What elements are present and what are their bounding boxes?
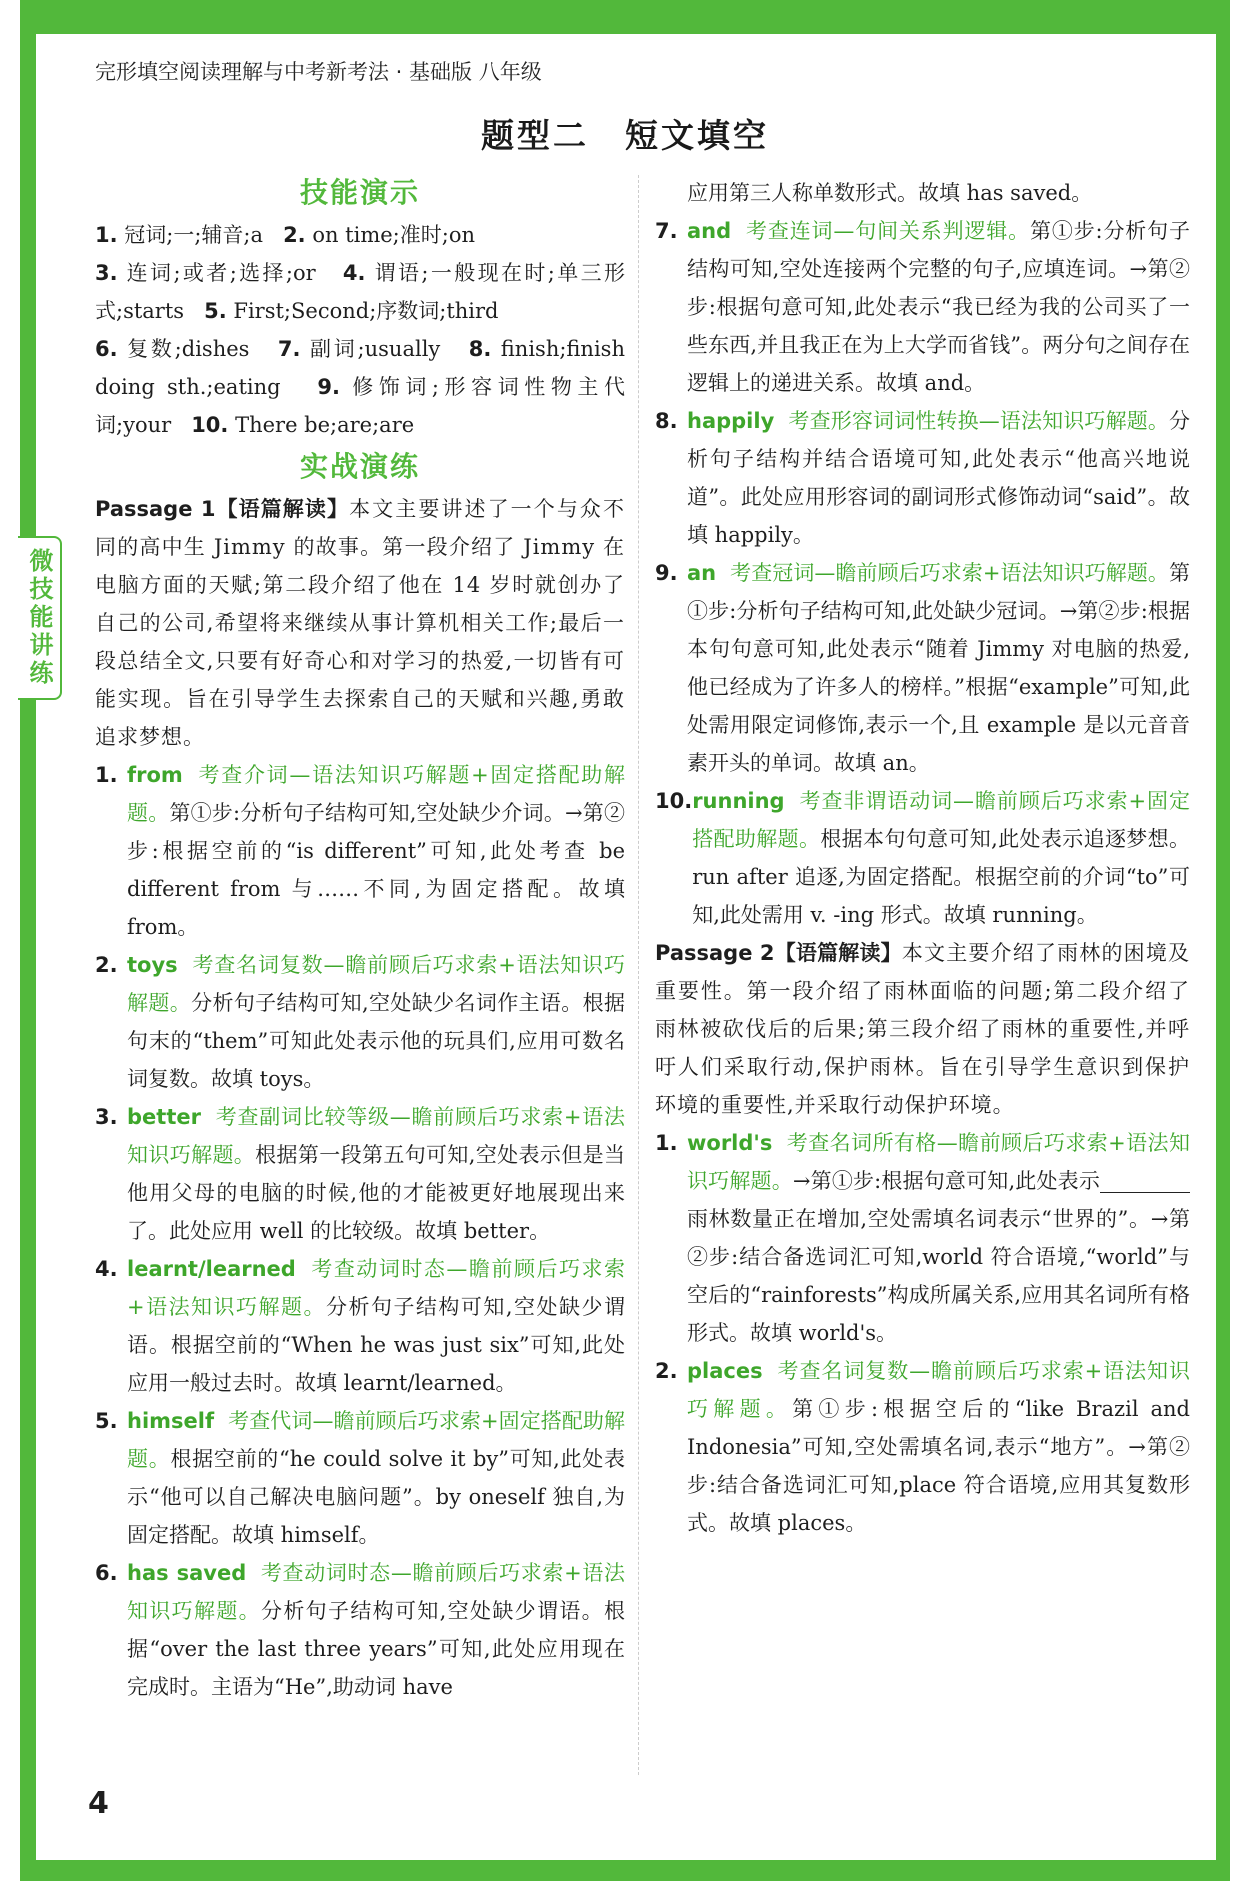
skills-answers — [95, 216, 625, 444]
item-tag: 考查动词时态—瞻前顾后巧求索+语法知识巧解题。 — [127, 1257, 625, 1319]
answer-item — [95, 1098, 625, 1250]
skill-num: 9. — [317, 375, 340, 399]
green-frame-right — [1216, 20, 1230, 1866]
item-num: 7. — [655, 219, 678, 243]
item-body: 分析句子结构并结合语境可知,此处表示“他高兴地说道”。此处应用形容词的副词形式修饰动词“said”。故填 happily。 — [687, 409, 1190, 547]
skill-num: 5. — [204, 299, 227, 323]
continued-text: 应用第三人称单数形式。故填 has saved。 — [687, 181, 1093, 205]
skill-num: 10. — [191, 413, 229, 437]
item-answer: running — [692, 789, 785, 813]
right-column — [655, 174, 1190, 1542]
skills-heading: 技能演示 — [299, 176, 420, 209]
practice-heading: 实战演练 — [299, 450, 420, 483]
item-body: 第①步:分析句子结构可知,空处缺少介词。→第②步:根据空前的“is different”可知,此处考查 be different from 与……不同,为固定搭配。故填 from。 — [127, 801, 625, 939]
skill-num: 3. — [95, 261, 118, 285]
item-num: 1. — [655, 1131, 678, 1155]
answer-item — [95, 1554, 625, 1706]
item-body: 根据空前的“he could solve it by”可知,此处表示“他可以自己解决电脑问题”。by oneself 独自,为固定搭配。故填 himself。 — [127, 1447, 625, 1547]
item-num: 2. — [655, 1359, 678, 1383]
side-tab: 微技能讲练 — [18, 536, 62, 700]
skill-text: 连词;或者;选择;or — [126, 261, 316, 285]
skill-text: 副词;usually — [309, 337, 441, 361]
item-tag: 考查形容词词性转换—语法知识巧解题。 — [788, 409, 1169, 433]
item-body: 第①步:根据空后的“like Brazil and Indonesia”可知,空处需填名词,表示“地方”。→第②步:结合备选词汇可知,place 符合语境,应用其复数形式。故填 places。 — [687, 1397, 1190, 1535]
answer-item — [655, 1352, 1190, 1542]
item-body: 第①步:分析句子结构可知,空处连接两个完整的句子,应填连词。→第②步:根据句意可知,此处表示“我已经为我的公司买了一些东西,并且我正在为上大学而省钱”。两分句之间存在逻辑上的递进关系。故填 and。 — [687, 219, 1190, 395]
green-frame-top — [20, 0, 1230, 34]
item-num: 5. — [95, 1409, 118, 1433]
item-tag: 考查动词时态—瞻前顾后巧求索+语法知识巧解题。 — [127, 1561, 625, 1623]
answer-item — [655, 402, 1190, 554]
answer-item — [655, 782, 1190, 934]
green-frame-left — [20, 0, 36, 1866]
item-answer: has saved — [127, 1561, 247, 1585]
item-tag: 考查连词—句间关系判逻辑。 — [745, 219, 1030, 243]
item-num: 6. — [95, 1561, 118, 1585]
item-tag: 考查冠词—瞻前顾后巧求索+语法知识巧解题。 — [730, 561, 1169, 585]
left-column — [95, 170, 625, 1706]
item-answer: better — [127, 1105, 201, 1129]
item-tag: 考查介词—语法知识巧解题+固定搭配助解题。 — [127, 763, 625, 825]
continued-line — [655, 174, 1190, 212]
skill-num: 7. — [277, 337, 301, 361]
item-num: 1. — [95, 763, 118, 787]
skill-num: 2. — [283, 223, 306, 247]
item-answer: an — [687, 561, 717, 585]
skill-text: 复数;dishes — [127, 337, 250, 361]
item-num: 3. — [95, 1105, 118, 1129]
passage1-intro — [95, 490, 625, 756]
skill-text: First;Second;序数词;third — [233, 299, 499, 323]
item-body: 雨林数量正在增加,空处需填名词表示“世界的”。→第②步:结合备选词汇可知,world 符合语境,“world”与空后的“rainforests”构成所属关系,应用其名词所有格形式。故填 world's。 — [687, 1207, 1190, 1345]
item-body: →第①步:根据句意可知,此处表示 — [792, 1169, 1100, 1193]
passage1-label: Passage 1【语篇解读】 — [95, 497, 350, 521]
column-divider — [638, 175, 640, 1775]
item-answer: toys — [127, 953, 178, 977]
passage2-intro — [655, 934, 1190, 1124]
answer-item — [95, 946, 625, 1098]
item-tag: 考查名词复数—瞻前顾后巧求索+语法知识巧解题。 — [127, 953, 625, 1015]
item-answer: from — [127, 763, 183, 787]
item-tag: 考查名词复数—瞻前顾后巧求索+语法知识巧解题。 — [687, 1359, 1190, 1421]
page-title: 题型二 短文填空 — [481, 116, 769, 155]
answer-item — [655, 554, 1190, 782]
item-answer: places — [687, 1359, 763, 1383]
running-header: 完形填空阅读理解与中考新考法 · 基础版 八年级 — [95, 60, 542, 84]
item-body: 根据本句句意可知,此处表示追逐梦想。run after 追逐,为固定搭配。根据空前的介词“to”可知,此处需用 v. -ing 形式。故填 running。 — [692, 827, 1190, 927]
item-body: 分析句子结构可知,空处缺少谓语。根据空前的“When he was just six”可知,此处应用一般过去时。故填 learnt/learned。 — [127, 1295, 625, 1395]
answer-item — [95, 756, 625, 946]
skill-text: finish;finish doing sth.;eating — [95, 337, 625, 399]
skill-num: 8. — [468, 337, 492, 361]
skill-text: 冠词;一;辅音;a — [124, 223, 264, 247]
item-answer: world's — [687, 1131, 773, 1155]
item-tag: 考查代词—瞻前顾后巧求索+固定搭配助解题。 — [127, 1409, 625, 1471]
item-num: 4. — [95, 1257, 118, 1281]
item-tag: 考查非谓语动词—瞻前顾后巧求索+固定搭配助解题。 — [692, 789, 1190, 851]
skill-num: 4. — [342, 261, 366, 285]
item-tag: 考查名词所有格—瞻前顾后巧求索+语法知识巧解题。 — [687, 1131, 1190, 1193]
item-body: 分析句子结构可知,空处缺少谓语。根据“over the last three years”可知,此处应用现在完成时。主语为“He”,助动词 have — [127, 1599, 625, 1699]
page-number: 4 — [88, 1786, 109, 1821]
item-answer: happily — [687, 409, 775, 433]
item-body: 第①步:分析句子结构可知,此处缺少冠词。→第②步:根据本句句意可知,此处表示“随着 Jimmy 对电脑的热爱,他已经成为了许多人的榜样。”根据“example”可知,此处需用限定词修饰,表示一个,且 example 是以元音音素开头的单词。故填 an。 — [687, 561, 1190, 775]
skill-text: There be;are;are — [235, 413, 415, 437]
item-answer: and — [687, 219, 732, 243]
skill-num: 1. — [95, 223, 118, 247]
item-num: 8. — [655, 409, 678, 433]
item-tag: 考查副词比较等级—瞻前顾后巧求索+语法知识巧解题。 — [127, 1105, 625, 1167]
skill-text: on time;准时;on — [312, 223, 476, 247]
passage1-summary: 本文主要讲述了一个与众不同的高中生 Jimmy 的故事。第一段介绍了 Jimmy 在电脑方面的天赋;第二段介绍了他在 14 岁时就创办了自己的公司,希望将来继续从事计算机相关工作;最后一段总结全文,只要有好奇心和对学习的热爱,一切皆有可能实现。旨在引导学生去探索自己的天赋和兴趣,勇敢追求梦想。 — [95, 497, 626, 749]
item-answer: learnt/learned — [127, 1257, 296, 1281]
answer-item — [95, 1250, 625, 1402]
item-num: 2. — [95, 953, 118, 977]
item-num: 10. — [655, 789, 693, 813]
item-body: 根据第一段第五句可知,空处表示但是当他用父母的电脑的时候,他的才能被更好地展现出来了。此处应用 well 的比较级。故填 better。 — [127, 1143, 625, 1243]
passage2-label: Passage 2【语篇解读】 — [655, 941, 902, 965]
answer-item — [655, 212, 1190, 402]
item-answer: himself — [127, 1409, 215, 1433]
item-body: 分析句子结构可知,空处缺少名词作主语。根据句末的“them”可知此处表示他的玩具们,应用可数名词复数。故填 toys。 — [127, 991, 625, 1091]
skill-text: 谓语;一般现在时;单三形式;starts — [95, 261, 626, 323]
passage2-summary: 本文主要介绍了雨林的困境及重要性。第一段介绍了雨林面临的问题;第二段介绍了雨林被砍伐后的后果;第三段介绍了雨林的重要性,并呼吁人们采取行动,保护雨林。旨在引导学生意识到保护环境的重要性,并采取行动保护环境。 — [655, 941, 1191, 1117]
skill-text: 修饰词;形容词性物主代词;your — [95, 375, 625, 437]
answer-item — [655, 1124, 1190, 1352]
green-frame-bottom — [20, 1860, 1230, 1881]
answer-item — [95, 1402, 625, 1554]
fill-blank — [1100, 1172, 1190, 1193]
item-num: 9. — [655, 561, 678, 585]
skill-num: 6. — [95, 337, 118, 361]
